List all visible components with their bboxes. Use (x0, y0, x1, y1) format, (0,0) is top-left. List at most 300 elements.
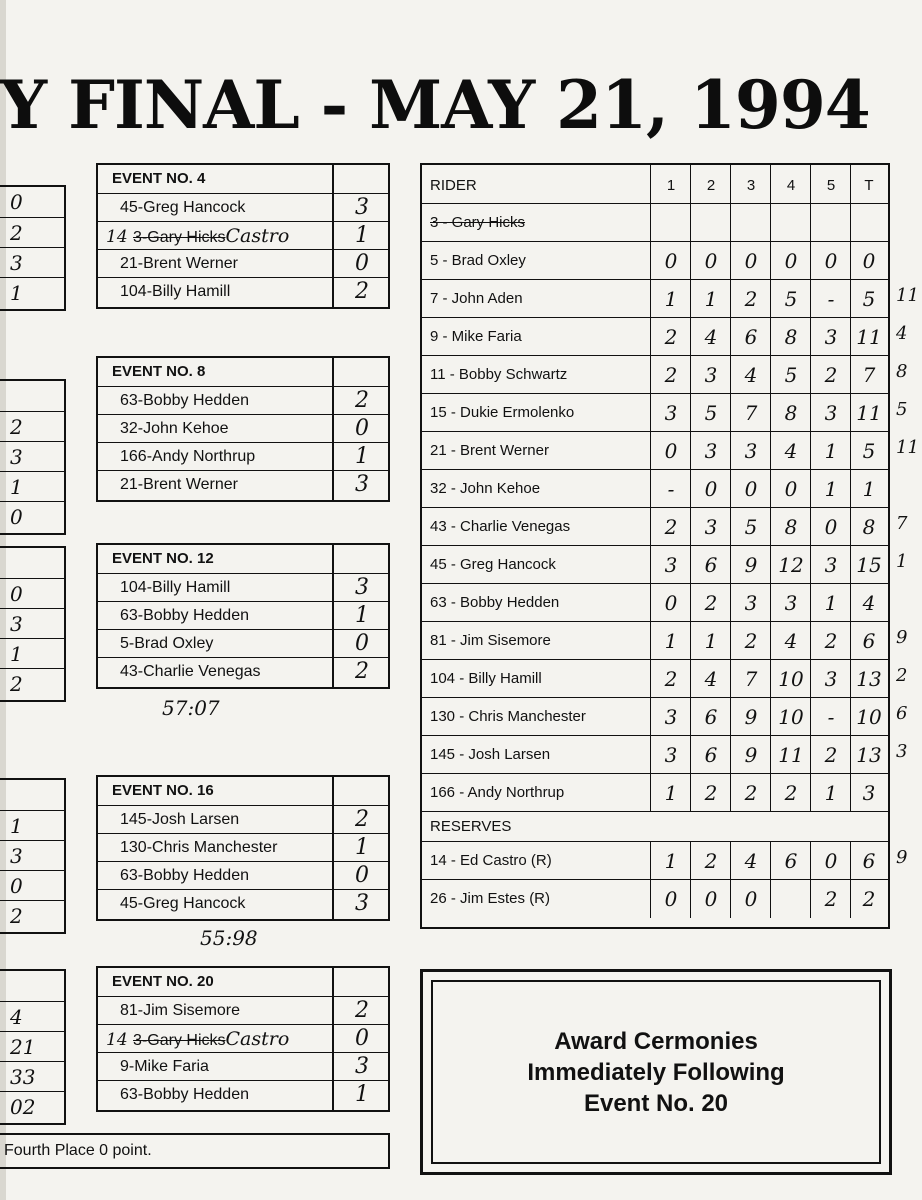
score-rider-name: 63 - Bobby Hedden (430, 594, 560, 611)
left-partial-cell (0, 1031, 64, 1062)
left-partial-value: 2 (10, 415, 23, 439)
award-line-3: Event No. 20 (583, 1089, 729, 1117)
left-partial-cell (0, 810, 64, 841)
score-cell: 1 (690, 280, 731, 318)
score-row (422, 507, 888, 546)
points-value: 2 (332, 278, 390, 308)
score-cell: 3 (810, 660, 851, 698)
left-partial-box (0, 185, 66, 311)
rider-name (120, 997, 240, 1027)
points-header (332, 777, 390, 807)
score-cell: 10 (770, 660, 811, 698)
rider-name (120, 834, 277, 864)
score-cell: 13 (850, 660, 887, 698)
score-cell: 0 (810, 842, 851, 880)
left-partial-value: 4 (10, 1005, 23, 1029)
score-cell: 11 (850, 318, 887, 356)
event-header-row (98, 545, 388, 573)
rider-name-text: 45-Greg Hancock (120, 199, 246, 216)
score-row (422, 841, 888, 880)
left-partial-cell (0, 411, 64, 442)
rider-name-text: 145-Josh Larsen (120, 811, 240, 828)
rider-name (106, 222, 289, 252)
left-partial-value: 3 (10, 612, 23, 636)
left-partial-cell (0, 217, 64, 248)
event-rider-row (98, 833, 388, 862)
rider-name (120, 387, 249, 417)
margin-note: 5 (896, 399, 908, 420)
points-value: 1 (332, 834, 390, 864)
scoring-footnote (0, 1133, 390, 1169)
score-row (422, 241, 888, 280)
score-rider-name: 43 - Charlie Venegas (430, 518, 571, 535)
event-box-16 (96, 775, 390, 921)
score-row (422, 393, 888, 432)
race-time-1: 57:07 (162, 696, 220, 720)
score-sheet (420, 163, 890, 929)
event-rider-row (98, 1080, 388, 1109)
score-cell: 1 (810, 584, 851, 622)
score-rider-name: 104 - Billy Hamill (430, 670, 542, 687)
points-value: 1 (332, 222, 390, 252)
score-cell: 0 (770, 470, 811, 508)
left-partial-value: 1 (10, 475, 23, 499)
score-cell: 0 (690, 242, 731, 280)
column-header: 3 (730, 165, 771, 203)
event-rider-row (98, 889, 388, 918)
score-cell: 12 (770, 546, 811, 584)
score-cell: 5 (850, 432, 887, 470)
points-value: 1 (332, 443, 390, 473)
event-rider-row (98, 249, 388, 278)
score-cell: 7 (730, 394, 771, 432)
handwritten-prefix: 14 (106, 227, 134, 247)
score-cell: 0 (730, 880, 771, 918)
points-value: 3 (332, 574, 390, 604)
points-value: 0 (332, 1025, 390, 1055)
score-cell: 1 (690, 622, 731, 660)
score-cell: 10 (770, 698, 811, 736)
score-cell: 6 (690, 736, 731, 774)
score-cell: 1 (810, 432, 851, 470)
score-cell: 5 (730, 508, 771, 546)
margin-note: 9 (896, 847, 908, 868)
left-partial-value: 3 (10, 251, 23, 275)
rider-name-text: 3-Gary Hicks (133, 229, 226, 246)
score-cell: 4 (730, 842, 771, 880)
score-cell: 2 (810, 622, 851, 660)
score-cell: 3 (770, 584, 811, 622)
score-cell: 7 (730, 660, 771, 698)
handwritten-substitute: Castro (225, 1028, 290, 1050)
event-rider-row (98, 193, 388, 222)
score-rider-name: 26 - Jim Estes (R) (430, 890, 551, 907)
event-rider-row (98, 221, 388, 250)
title-text: Y FINAL - MAY 21, 1994 (0, 66, 870, 144)
rider-name-text: 104-Billy Hamill (120, 579, 231, 596)
left-partial-cell (0, 1061, 64, 1092)
score-cell: 1 (810, 470, 851, 508)
left-partial-value: 02 (10, 1095, 36, 1119)
event-rider-row (98, 414, 388, 443)
event-box-4 (96, 163, 390, 309)
score-cell: 2 (730, 622, 771, 660)
score-rider-name: 45 - Greg Hancock (430, 556, 556, 573)
rider-name-text: 104-Billy Hamill (120, 283, 231, 300)
left-partial-value: 2 (10, 904, 23, 928)
rider-name-text: 63-Bobby Hedden (120, 867, 249, 884)
margin-note: 8 (896, 361, 908, 382)
score-cell: 3 (650, 394, 691, 432)
event-header-row (98, 165, 388, 193)
points-value: 2 (332, 997, 390, 1027)
score-cell: 0 (650, 584, 691, 622)
event-header-row (98, 358, 388, 386)
score-cell: 0 (730, 470, 771, 508)
event-rider-row (98, 442, 388, 471)
score-row (422, 355, 888, 394)
score-cell: 2 (650, 660, 691, 698)
points-value: 3 (332, 890, 390, 920)
score-rider-name: 15 - Dukie Ermolenko (430, 404, 575, 421)
score-cell: 3 (730, 432, 771, 470)
score-cell: 5 (690, 394, 731, 432)
reserves-header-row (422, 811, 888, 842)
score-cell: 0 (770, 242, 811, 280)
score-cell: 1 (650, 774, 691, 812)
event-box-20 (96, 966, 390, 1112)
points-value: 2 (332, 806, 390, 836)
score-cell: 8 (770, 394, 811, 432)
points-header (332, 358, 390, 388)
score-cell: 0 (690, 470, 731, 508)
score-cell: 6 (730, 318, 771, 356)
score-row (422, 431, 888, 470)
score-cell: 6 (690, 698, 731, 736)
column-header: 5 (810, 165, 851, 203)
rider-name-text: 9-Mike Faria (120, 1058, 209, 1075)
points-value: 1 (332, 1081, 390, 1111)
margin-note: 1 (896, 551, 908, 572)
score-cell: 3 (810, 318, 851, 356)
score-rider-name: 9 - Mike Faria (430, 328, 522, 345)
points-value: 1 (332, 602, 390, 632)
event-rider-row (98, 386, 388, 415)
score-cell: 3 (850, 774, 887, 812)
score-cell: 0 (810, 242, 851, 280)
score-cell (770, 204, 811, 242)
score-cell: 1 (650, 842, 691, 880)
score-cell (690, 204, 731, 242)
score-cell: - (810, 280, 851, 318)
left-partial-box (0, 546, 66, 702)
column-header: 1 (650, 165, 691, 203)
score-cell (810, 204, 851, 242)
rider-name-text: 32-John Kehoe (120, 420, 229, 437)
points-value: 0 (332, 250, 390, 280)
score-cell (730, 204, 771, 242)
score-cell: 8 (770, 508, 811, 546)
event-rider-row (98, 573, 388, 602)
event-title: EVENT NO. 20 (112, 973, 214, 990)
score-cell: 0 (730, 242, 771, 280)
margin-note: 3 (896, 741, 908, 762)
footnote-text: Fourth Place 0 point. (4, 1142, 152, 1159)
margin-note: 4 (896, 323, 908, 344)
score-cell: 2 (810, 880, 851, 918)
event-title: EVENT NO. 16 (112, 782, 214, 799)
event-title: EVENT NO. 12 (112, 550, 214, 567)
points-value: 3 (332, 1053, 390, 1083)
score-cell: 2 (810, 736, 851, 774)
rider-name (120, 1081, 249, 1111)
score-cell: 1 (850, 470, 887, 508)
score-cell: 0 (850, 242, 887, 280)
event-header-row (98, 777, 388, 805)
margin-note: 7 (896, 513, 908, 534)
score-cell: 9 (730, 546, 771, 584)
rider-name (120, 471, 238, 501)
event-title: EVENT NO. 4 (112, 170, 206, 187)
score-cell: 3 (690, 356, 731, 394)
event-rider-row (98, 1024, 388, 1053)
score-cell: 1 (650, 280, 691, 318)
rider-name (120, 806, 239, 836)
score-row (422, 621, 888, 660)
award-line-2: Immediately Following (527, 1058, 785, 1086)
score-cell: 0 (650, 242, 691, 280)
left-partial-box (0, 778, 66, 934)
score-rider-name: 3 - Gary Hicks (430, 214, 526, 231)
score-cell: 3 (690, 432, 731, 470)
event-rider-row (98, 805, 388, 834)
points-header (332, 165, 390, 195)
rider-name (120, 415, 229, 445)
score-cell: 0 (810, 508, 851, 546)
event-rider-row (98, 470, 388, 499)
event-rider-row (98, 861, 388, 890)
score-cell: 2 (690, 842, 731, 880)
event-rider-row (98, 629, 388, 658)
rider-name (120, 602, 249, 632)
left-partial-cell (0, 900, 64, 931)
score-cell (850, 204, 887, 242)
left-partial-cell (0, 441, 64, 472)
left-partial-cell (0, 870, 64, 901)
margin-note: 11 (896, 437, 919, 458)
event-rider-row (98, 601, 388, 630)
score-cell: 3 (690, 508, 731, 546)
rider-name (120, 658, 261, 688)
left-partial-cell (0, 578, 64, 609)
event-rider-row (98, 996, 388, 1025)
left-partial-value: 2 (10, 221, 23, 245)
score-row (422, 879, 888, 918)
score-rider-name: 21 - Brent Werner (430, 442, 549, 459)
score-cell: 4 (690, 318, 731, 356)
score-cell: 4 (730, 356, 771, 394)
column-header: 2 (690, 165, 731, 203)
rider-name-text: 63-Bobby Hedden (120, 607, 249, 624)
score-cell: 0 (650, 432, 691, 470)
score-row (422, 279, 888, 318)
score-cell: - (650, 470, 691, 508)
rider-name (120, 443, 255, 473)
left-partial-cell (0, 668, 64, 699)
left-partial-box (0, 379, 66, 535)
score-row (422, 583, 888, 622)
column-header: T (850, 165, 887, 203)
rider-name (120, 862, 249, 892)
margin-note: 2 (896, 665, 908, 686)
score-rider-name: 11 - Bobby Schwartz (430, 366, 568, 383)
score-cell: 13 (850, 736, 887, 774)
score-cell: 1 (810, 774, 851, 812)
race-time-2: 55:98 (200, 926, 258, 950)
points-value: 0 (332, 415, 390, 445)
event-rider-row (98, 1052, 388, 1081)
left-partial-cell (0, 471, 64, 502)
rider-name-text: 166-Andy Northrup (120, 448, 256, 465)
score-rider-name: 32 - John Kehoe (430, 480, 541, 497)
points-value: 3 (332, 194, 390, 224)
score-row (422, 697, 888, 736)
score-cell: 5 (850, 280, 887, 318)
points-value: 0 (332, 862, 390, 892)
event-box-12 (96, 543, 390, 689)
score-row (422, 203, 888, 242)
score-rider-name: 166 - Andy Northrup (430, 784, 565, 801)
margin-note: 9 (896, 627, 908, 648)
score-cell: 2 (690, 774, 731, 812)
rider-name-text: 63-Bobby Hedden (120, 392, 249, 409)
left-partial-cell (0, 840, 64, 871)
score-cell: 2 (810, 356, 851, 394)
rider-name (120, 890, 245, 920)
score-cell (650, 204, 691, 242)
left-partial-value: 1 (10, 642, 23, 666)
left-partial-cell (0, 277, 64, 308)
score-cell: 2 (730, 280, 771, 318)
score-cell: 0 (690, 880, 731, 918)
score-cell: 3 (810, 546, 851, 584)
score-row (422, 773, 888, 812)
score-cell: 3 (650, 546, 691, 584)
score-row (422, 317, 888, 356)
rider-name-text: 45-Greg Hancock (120, 895, 246, 912)
score-cell (770, 880, 811, 918)
left-partial-cell (0, 187, 64, 217)
rider-name (120, 250, 238, 280)
score-cell: 4 (690, 660, 731, 698)
score-cell: 2 (730, 774, 771, 812)
award-inner (431, 980, 881, 1164)
margin-note: 6 (896, 703, 908, 724)
score-cell: 8 (770, 318, 811, 356)
score-cell: 1 (650, 622, 691, 660)
left-partial-value: 0 (10, 190, 23, 214)
points-value: 3 (332, 471, 390, 501)
left-partial-value: 0 (10, 505, 23, 529)
rider-name-text: 63-Bobby Hedden (120, 1086, 249, 1103)
rider-name-text: 43-Charlie Venegas (120, 663, 261, 680)
event-rider-row (98, 277, 388, 306)
rider-name-text: 3-Gary Hicks (133, 1032, 226, 1049)
score-cell: 3 (650, 736, 691, 774)
event-header-row (98, 968, 388, 996)
event-title: EVENT NO. 8 (112, 363, 206, 380)
left-partial-value: 1 (10, 281, 23, 305)
left-partial-cell (0, 638, 64, 669)
rider-name (120, 630, 213, 660)
left-partial-cell (0, 247, 64, 278)
score-rider-name: 145 - Josh Larsen (430, 746, 551, 763)
award-line-1: Award Cermonies (554, 1027, 758, 1055)
score-cell: 3 (810, 394, 851, 432)
score-cell: 6 (770, 842, 811, 880)
points-value: 2 (332, 658, 390, 688)
rider-name-text: 5-Brad Oxley (120, 635, 214, 652)
margin-note: 11 (896, 285, 919, 306)
score-cell: 15 (850, 546, 887, 584)
score-cell: 6 (850, 842, 887, 880)
reserves-label: RESERVES (430, 818, 512, 835)
score-rider-name: 81 - Jim Sisemore (430, 632, 551, 649)
left-partial-value: 3 (10, 445, 23, 469)
score-cell: 0 (650, 880, 691, 918)
score-cell: 9 (730, 698, 771, 736)
score-rider-name: 14 - Ed Castro (R) (430, 852, 552, 869)
score-row (422, 545, 888, 584)
event-box-8 (96, 356, 390, 502)
score-cell: 2 (850, 880, 887, 918)
points-header (332, 545, 390, 575)
score-cell: 8 (850, 508, 887, 546)
score-row (422, 659, 888, 698)
score-cell: 10 (850, 698, 887, 736)
left-partial-value: 33 (10, 1065, 36, 1089)
handwritten-substitute: Castro (225, 225, 290, 247)
rider-name-text: 21-Brent Werner (120, 255, 238, 272)
left-partial-cell (0, 608, 64, 639)
rider-name (120, 574, 230, 604)
score-cell: 5 (770, 356, 811, 394)
score-cell: 4 (770, 432, 811, 470)
score-cell: 11 (850, 394, 887, 432)
score-cell: 2 (650, 318, 691, 356)
score-cell: 5 (770, 280, 811, 318)
left-partial-value: 0 (10, 582, 23, 606)
left-partial-value: 21 (10, 1035, 36, 1059)
rider-name-text: 81-Jim Sisemore (120, 1002, 241, 1019)
score-cell: 7 (850, 356, 887, 394)
left-partial-value: 1 (10, 814, 23, 838)
score-row (422, 735, 888, 774)
points-value: 0 (332, 630, 390, 660)
left-partial-cell (0, 1091, 64, 1122)
score-cell: 6 (850, 622, 887, 660)
score-cell: 2 (770, 774, 811, 812)
score-cell: 9 (730, 736, 771, 774)
rider-name (106, 1025, 289, 1055)
score-cell: 3 (650, 698, 691, 736)
event-rider-row (98, 657, 388, 686)
score-cell: - (810, 698, 851, 736)
score-cell: 2 (690, 584, 731, 622)
left-partial-value: 0 (10, 874, 23, 898)
rider-name-text: 21-Brent Werner (120, 476, 238, 493)
score-rider-name: 7 - John Aden (430, 290, 523, 307)
